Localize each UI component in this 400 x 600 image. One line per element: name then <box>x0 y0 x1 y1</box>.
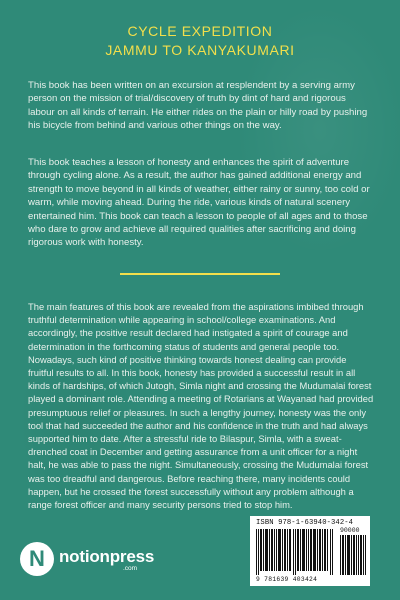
blurb-paragraph-2: This book teaches a lesson of honesty and enhances the spirit of adventure through cycling alone. As a result, the author has gained additional energy and strength to move beyond in all kinds of weather, either rainy or sunny, too cold or warm, while moving ahead. During the ride, various kinds of natural scenery entertained him. This book can teach a lesson to people of all ages and to those who dare to grow and achieve all required qualities after sacrificing and doing rigorous work with honesty. <box>28 157 370 249</box>
publisher-suffix: .com <box>123 565 138 572</box>
addon-barcode-icon <box>340 535 366 575</box>
barcode-number: 9 781639 403424 <box>256 576 318 583</box>
barcode-bars-icon <box>256 529 336 575</box>
title-line-2: JAMMU TO KANYAKUMARI <box>105 42 295 58</box>
publisher-name: notionpress <box>59 547 155 566</box>
isbn-text: ISBN 978-1-63940-342-4 <box>256 519 354 527</box>
price-code: 90000 <box>340 527 360 534</box>
publisher-logo <box>20 541 155 577</box>
blurb-paragraph-1: This book has been written on an excursion at resplendent by a serving army person on the mission of trial/discovery of truth by dint of hard and rigorous labour on all kinds of terrain. He either rides on the plain or hilly road by pushing his bicycle from behind and various other things on the way. <box>28 80 368 132</box>
section-divider <box>120 273 280 275</box>
isbn-barcode <box>250 516 370 586</box>
publisher-mark-icon: N <box>20 542 54 576</box>
title-line-1: CYCLE EXPEDITION <box>127 23 273 39</box>
blurb-paragraph-3: The main features of this book are revealed from the aspirations imbibed through truthful determination while appearing in school/college examinations. And accordingly, the positive result declared had instigated a spirit of courage and determination in the forthcoming status of students and general people too. Nowadays, such kind of positive thinking towards honest dealing can provide fruitful results to all. In this book, honesty has provided a successful result in all kinds of hardships, of which Jutogh, Simla night and crossing the Mudumalai forest played a dominant role. Attending a meeting of Rotarians at Wayanad had provided presumptuous relief or pleasures. In such a lengthy journey, honesty was the only tool that had succeeded the author and his confidence in the truth and had always supported him to date. After a stressful ride to Bilaspur, Simla, with a sweat-drenched coat in December and getting assurance from a unit officer for a night halt, he was able to pass the night. Simultaneously, crossing the Mudumalai forest was too dreadful and dangerous. Before reaching there, many incidents could happen, but he crossed the forest successfully without any problem although a range forest officer and many security persons tried to stop him. <box>28 301 374 511</box>
